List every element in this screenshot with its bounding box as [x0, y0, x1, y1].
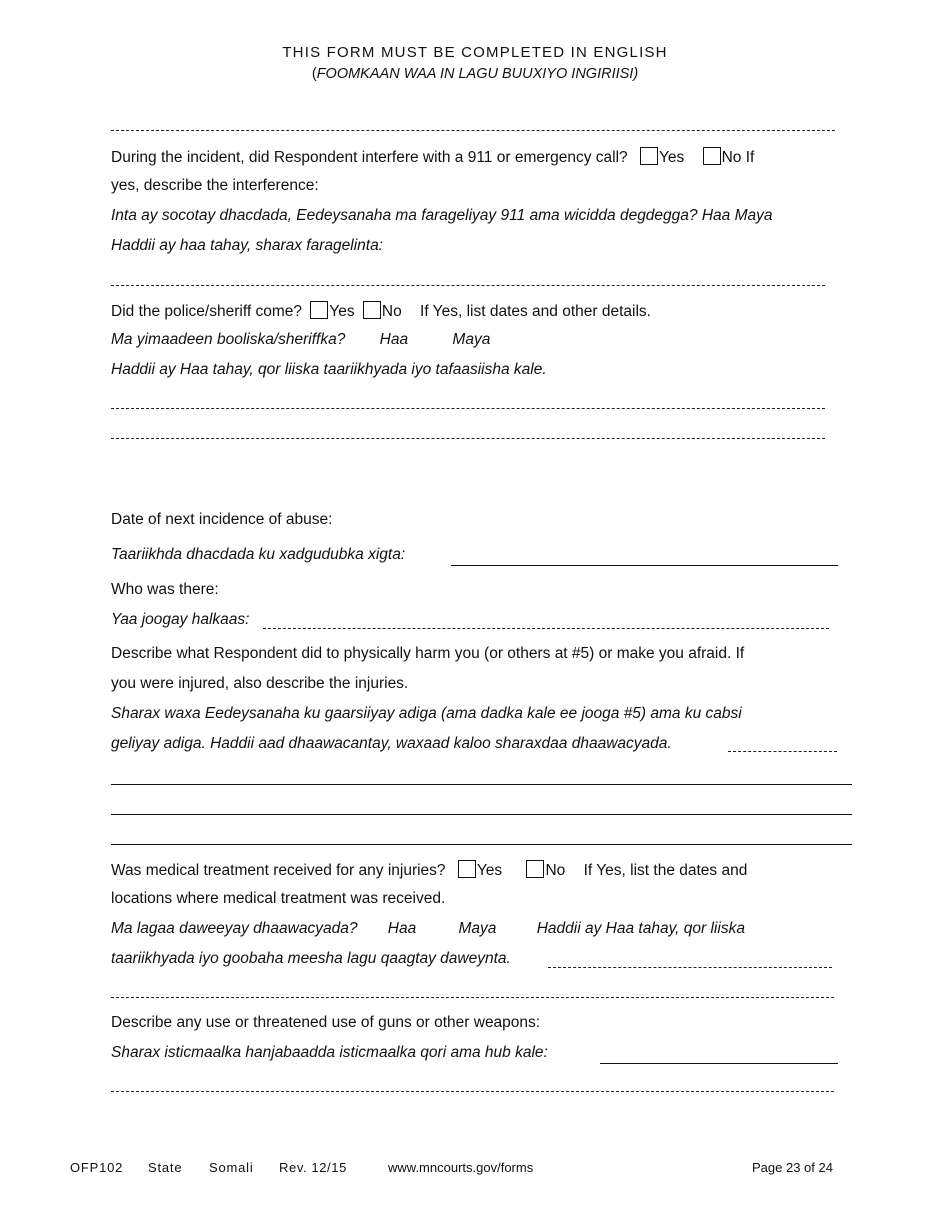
question-911-somali-line2: Haddii ay haa tahay, sharax faragelinta:: [111, 237, 383, 254]
no-checkbox-police[interactable]: [363, 301, 381, 319]
footer-state: State: [148, 1160, 183, 1175]
yes-checkbox-medical[interactable]: [458, 860, 476, 878]
describe-harm-line2: you were injured, also describe the injuries.: [111, 675, 409, 692]
question-police: Did the police/sheriff come? Yes No If Yes, list dates and other details.: [111, 303, 651, 320]
question-medical-somali: Ma lagaa daweeyay dhaawacyada? Haa Maya Haddii ay Haa tahay, qor liiska: [111, 920, 745, 937]
weapons-label: Describe any use or threatened use of guns or other weapons:: [111, 1014, 541, 1031]
describe-harm-field[interactable]: [728, 751, 837, 752]
form-language-notice: THIS FORM MUST BE COMPLETED IN ENGLISH: [282, 44, 668, 61]
who-was-there-somali: Yaa joogay halkaas:: [111, 611, 250, 628]
question-police-somali-line2: Haddii ay Haa tahay, qor liiska taariikhyada iyo tafaasiisha kale.: [111, 361, 547, 378]
footer-url[interactable]: www.mncourts.gov/forms: [388, 1160, 534, 1175]
answer-line[interactable]: [111, 285, 825, 286]
question-medical-line2: locations where medical treatment was received.: [111, 890, 446, 907]
yes-checkbox-police[interactable]: [310, 301, 328, 319]
weapons-somali: Sharax isticmaalka hanjabaadda isticmaalka qori ama hub kale:: [111, 1044, 548, 1061]
describe-harm-somali1: Sharax waxa Eedeysanaha ku gaarsiiyay adiga (ama dadka kale ee jooga #5) ama ku cabsi: [111, 705, 742, 722]
answer-line[interactable]: [111, 814, 852, 815]
answer-line[interactable]: [111, 1091, 834, 1092]
question-medical: Was medical treatment received for any injuries? Yes No If Yes, list the dates and: [111, 862, 748, 879]
who-was-there-label: Who was there:: [111, 581, 219, 598]
next-incident-somali: Taariikhda dhacdada ku xadgudubka xigta:: [111, 546, 406, 563]
question-medical-somali2: taariikhyada iyo goobaha meesha lagu qaagtay daweynta.: [111, 950, 511, 967]
question-911-line2: yes, describe the interference:: [111, 177, 319, 194]
next-incident-label: Date of next incidence of abuse:: [111, 511, 333, 528]
describe-harm-somali2: geliyay adiga. Haddii aad dhaawacantay, waxaad kaloo sharaxdaa dhaawacyada.: [111, 735, 672, 752]
answer-line[interactable]: [111, 997, 834, 998]
weapons-field[interactable]: [600, 1063, 838, 1064]
footer-revision: Rev. 12/15: [279, 1160, 347, 1175]
answer-line[interactable]: [111, 784, 852, 785]
yes-checkbox-911[interactable]: [640, 147, 658, 165]
answer-line[interactable]: [111, 438, 825, 439]
medical-field[interactable]: [548, 967, 832, 968]
form-language-notice-somali: (FOOMKAAN WAA IN LAGU BUUXIYO INGIRIISI): [311, 66, 639, 82]
answer-line[interactable]: [111, 844, 852, 845]
answer-line[interactable]: [111, 130, 835, 131]
next-incident-date-field[interactable]: [451, 565, 838, 566]
answer-line[interactable]: [111, 408, 825, 409]
describe-harm-line1: Describe what Respondent did to physically harm you (or others at #5) or make you afraid. If: [111, 645, 745, 662]
question-police-somali: Ma yimaadeen booliska/sheriffka? Haa Maya: [111, 331, 491, 348]
who-was-there-field[interactable]: [263, 628, 829, 629]
question-911-somali: Inta ay socotay dhacdada, Eedeysanaha ma farageliyay 911 ama wicidda degdegga? Haa Maya: [111, 207, 773, 224]
no-checkbox-911[interactable]: [703, 147, 721, 165]
footer-language: Somali: [209, 1160, 254, 1175]
no-checkbox-medical[interactable]: [526, 860, 544, 878]
footer-page-number: Page 23 of 24: [752, 1160, 833, 1175]
question-911: During the incident, did Respondent interfere with a 911 or emergency call? Yes No If: [111, 149, 755, 166]
footer-form-number: OFP102: [70, 1160, 124, 1175]
